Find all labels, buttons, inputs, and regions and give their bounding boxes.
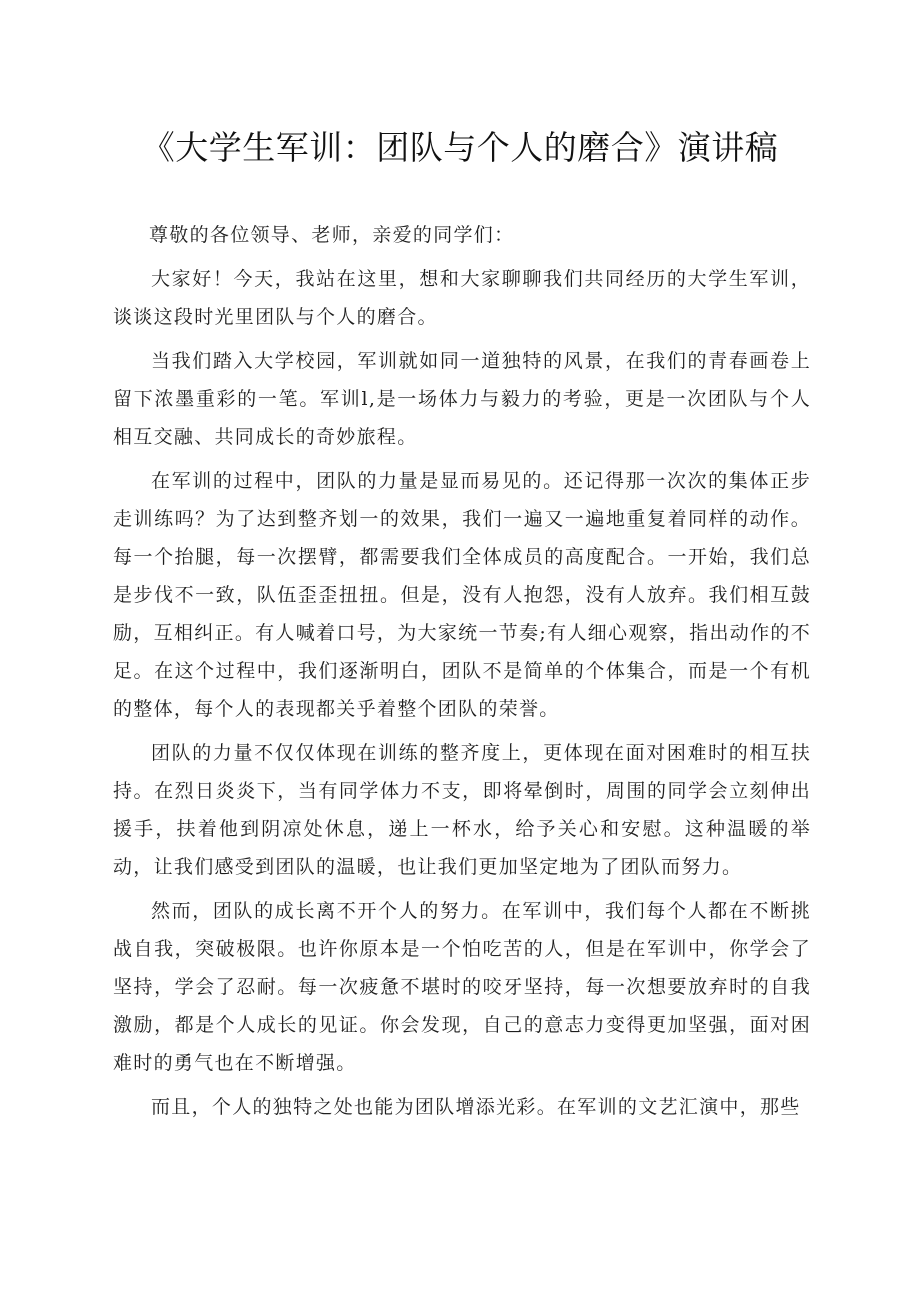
paragraph-intro: 当我们踏入大学校园，军训就如同一道独特的风景，在我们的青春画卷上留下浓墨重彩的一笔。军训l,是一场体力与毅力的考验，更是一次团队与个人相互交融、共同成长的奇妙旅程。 — [113, 350, 811, 448]
paragraph-individual-uniqueness: 而且，个人的独特之处也能为团队增添光彩。在军训的文艺汇演中，那些 — [151, 1096, 801, 1118]
document-body — [113, 216, 811, 1132]
paragraph-greeting: 大家好！今天，我站在这里，想和大家聊聊我们共同经历的大学生军训，谈谈这段时光里团队与个人的磨合。 — [113, 268, 811, 328]
document-title: 《大学生军训：团队与个人的磨合》演讲稿 — [141, 128, 779, 167]
paragraph-individual-effort: 然而，团队的成长离不开个人的努力。在军训中，我们每个人都在不断挑战自我，突破极限。也许你原本是一个怕吃苦的人，但是在军训中，你学会了坚持，学会了忍耐。每一次疲惫不堪时的咬牙坚持，每一次想要放弃时的自我激励，都是个人成长的见证。你会发现，自己的意志力变得更加坚强，面对困难时的勇气也在不断增强。 — [113, 900, 811, 1074]
salutation: 尊敬的各位领导、老师，亲爱的同学们： — [149, 224, 515, 246]
paragraph-team-support: 团队的力量不仅仅体现在训练的整齐度上，更体现在面对困难时的相互扶持。在烈日炎炎下，当有同学体力不支，即将晕倒时，周围的同学会立刻伸出援手，扶着他到阴凉处休息，递上一杯水，给予关心和安慰。这种温暖的举动，让我们感受到团队的温暖，也让我们更加坚定地为了团队而努力。 — [113, 742, 811, 878]
paragraph-team-training: 在军训的过程中，团队的力量是显而易见的。还记得那一次次的集体正步走训练吗？为了达到整齐划一的效果，我们一遍又一遍地重复着同样的动作。每一个抬腿，每一次摆臂，都需要我们全体成员的高度配合。一开始，我们总是步伐不一致，队伍歪歪扭扭。但是，没有人抱怨，没有人放弃。我们相互鼓励，互相纠正。有人喊着口号，为大家统一节奏;有人细心观察，指出动作的不足。在这个过程中，我们逐渐明白，团队不是简单的个体集合，而是一个有机的整体，每个人的表现都关乎着整个团队的荣誉。 — [113, 470, 811, 720]
